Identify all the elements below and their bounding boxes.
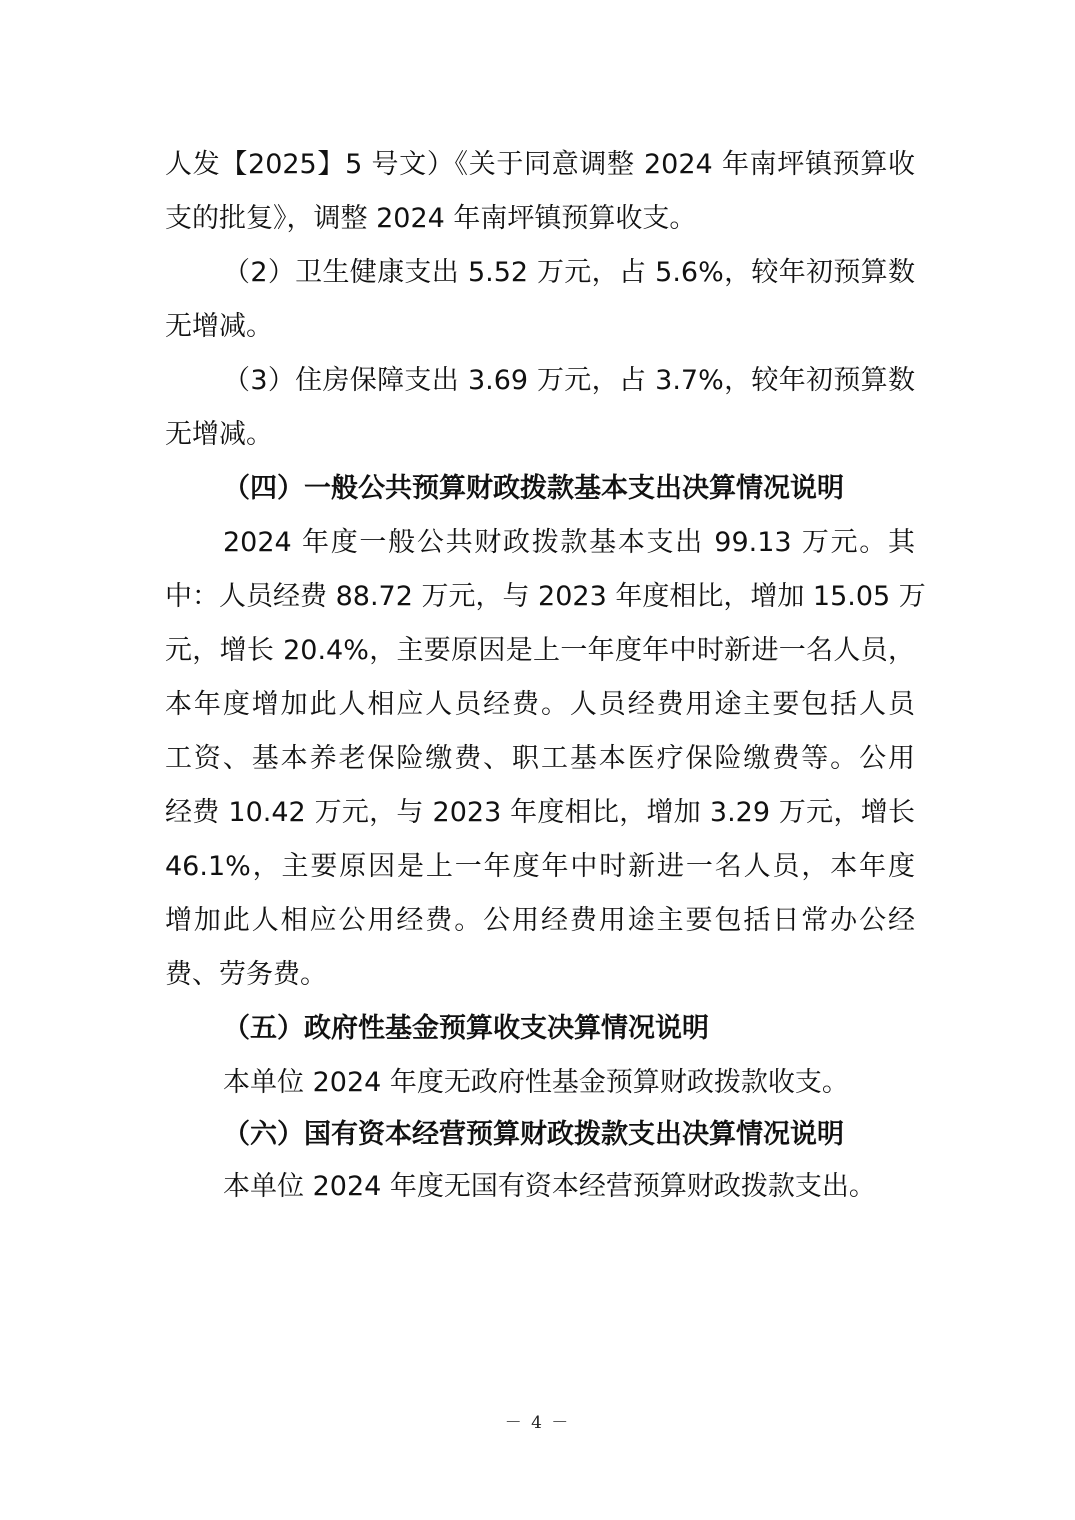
paragraph-line: （3）住房保障支出 3.69 万元，占 3.7%，较年初预算数 xyxy=(223,365,915,396)
page-number: － 4 － xyxy=(504,1413,571,1433)
paragraph-line: 工资、基本养老保险缴费、职工基本医疗保险缴费等。公用 xyxy=(165,743,915,774)
section-heading-6: （六）国有资本经营预算财政拨款支出决算情况说明 xyxy=(223,1119,844,1150)
paragraph-line: 46.1%，主要原因是上一年度年中时新进一名人员，本年度 xyxy=(165,851,915,882)
paragraph-line: 人发【2025】5 号文）《关于同意调整 2024 年南坪镇预算收 xyxy=(165,149,915,180)
paragraph-line: 中：人员经费 88.72 万元，与 2023 年度相比，增加 15.05 万 xyxy=(165,581,926,612)
paragraph-line: 本单位 2024 年度无国有资本经营预算财政拨款支出。 xyxy=(223,1171,876,1202)
paragraph-line: 无增减。 xyxy=(165,311,273,342)
paragraph-line: 本单位 2024 年度无政府性基金预算财政拨款收支。 xyxy=(223,1067,849,1098)
paragraph-line: 2024 年度一般公共财政拨款基本支出 99.13 万元。其 xyxy=(223,527,915,558)
paragraph-line: 无增减。 xyxy=(165,419,273,450)
section-heading-5: （五）政府性基金预算收支决算情况说明 xyxy=(223,1013,709,1044)
paragraph-line: （2）卫生健康支出 5.52 万元，占 5.6%，较年初预算数 xyxy=(223,257,915,288)
paragraph-line: 支的批复》，调整 2024 年南坪镇预算收支。 xyxy=(165,203,697,234)
paragraph-line: 经费 10.42 万元，与 2023 年度相比，增加 3.29 万元，增长 xyxy=(165,797,915,828)
paragraph-line: 元，增长 20.4%，主要原因是上一年度年中时新进一名人员， xyxy=(165,635,915,666)
section-heading-4: （四）一般公共预算财政拨款基本支出决算情况说明 xyxy=(223,473,844,504)
paragraph-line: 本年度增加此人相应人员经费。人员经费用途主要包括人员 xyxy=(165,689,915,720)
document-body xyxy=(165,138,926,1214)
paragraph-line: 增加此人相应公用经费。公用经费用途主要包括日常办公经 xyxy=(165,905,915,936)
paragraph-line: 费、劳务费。 xyxy=(165,959,327,990)
